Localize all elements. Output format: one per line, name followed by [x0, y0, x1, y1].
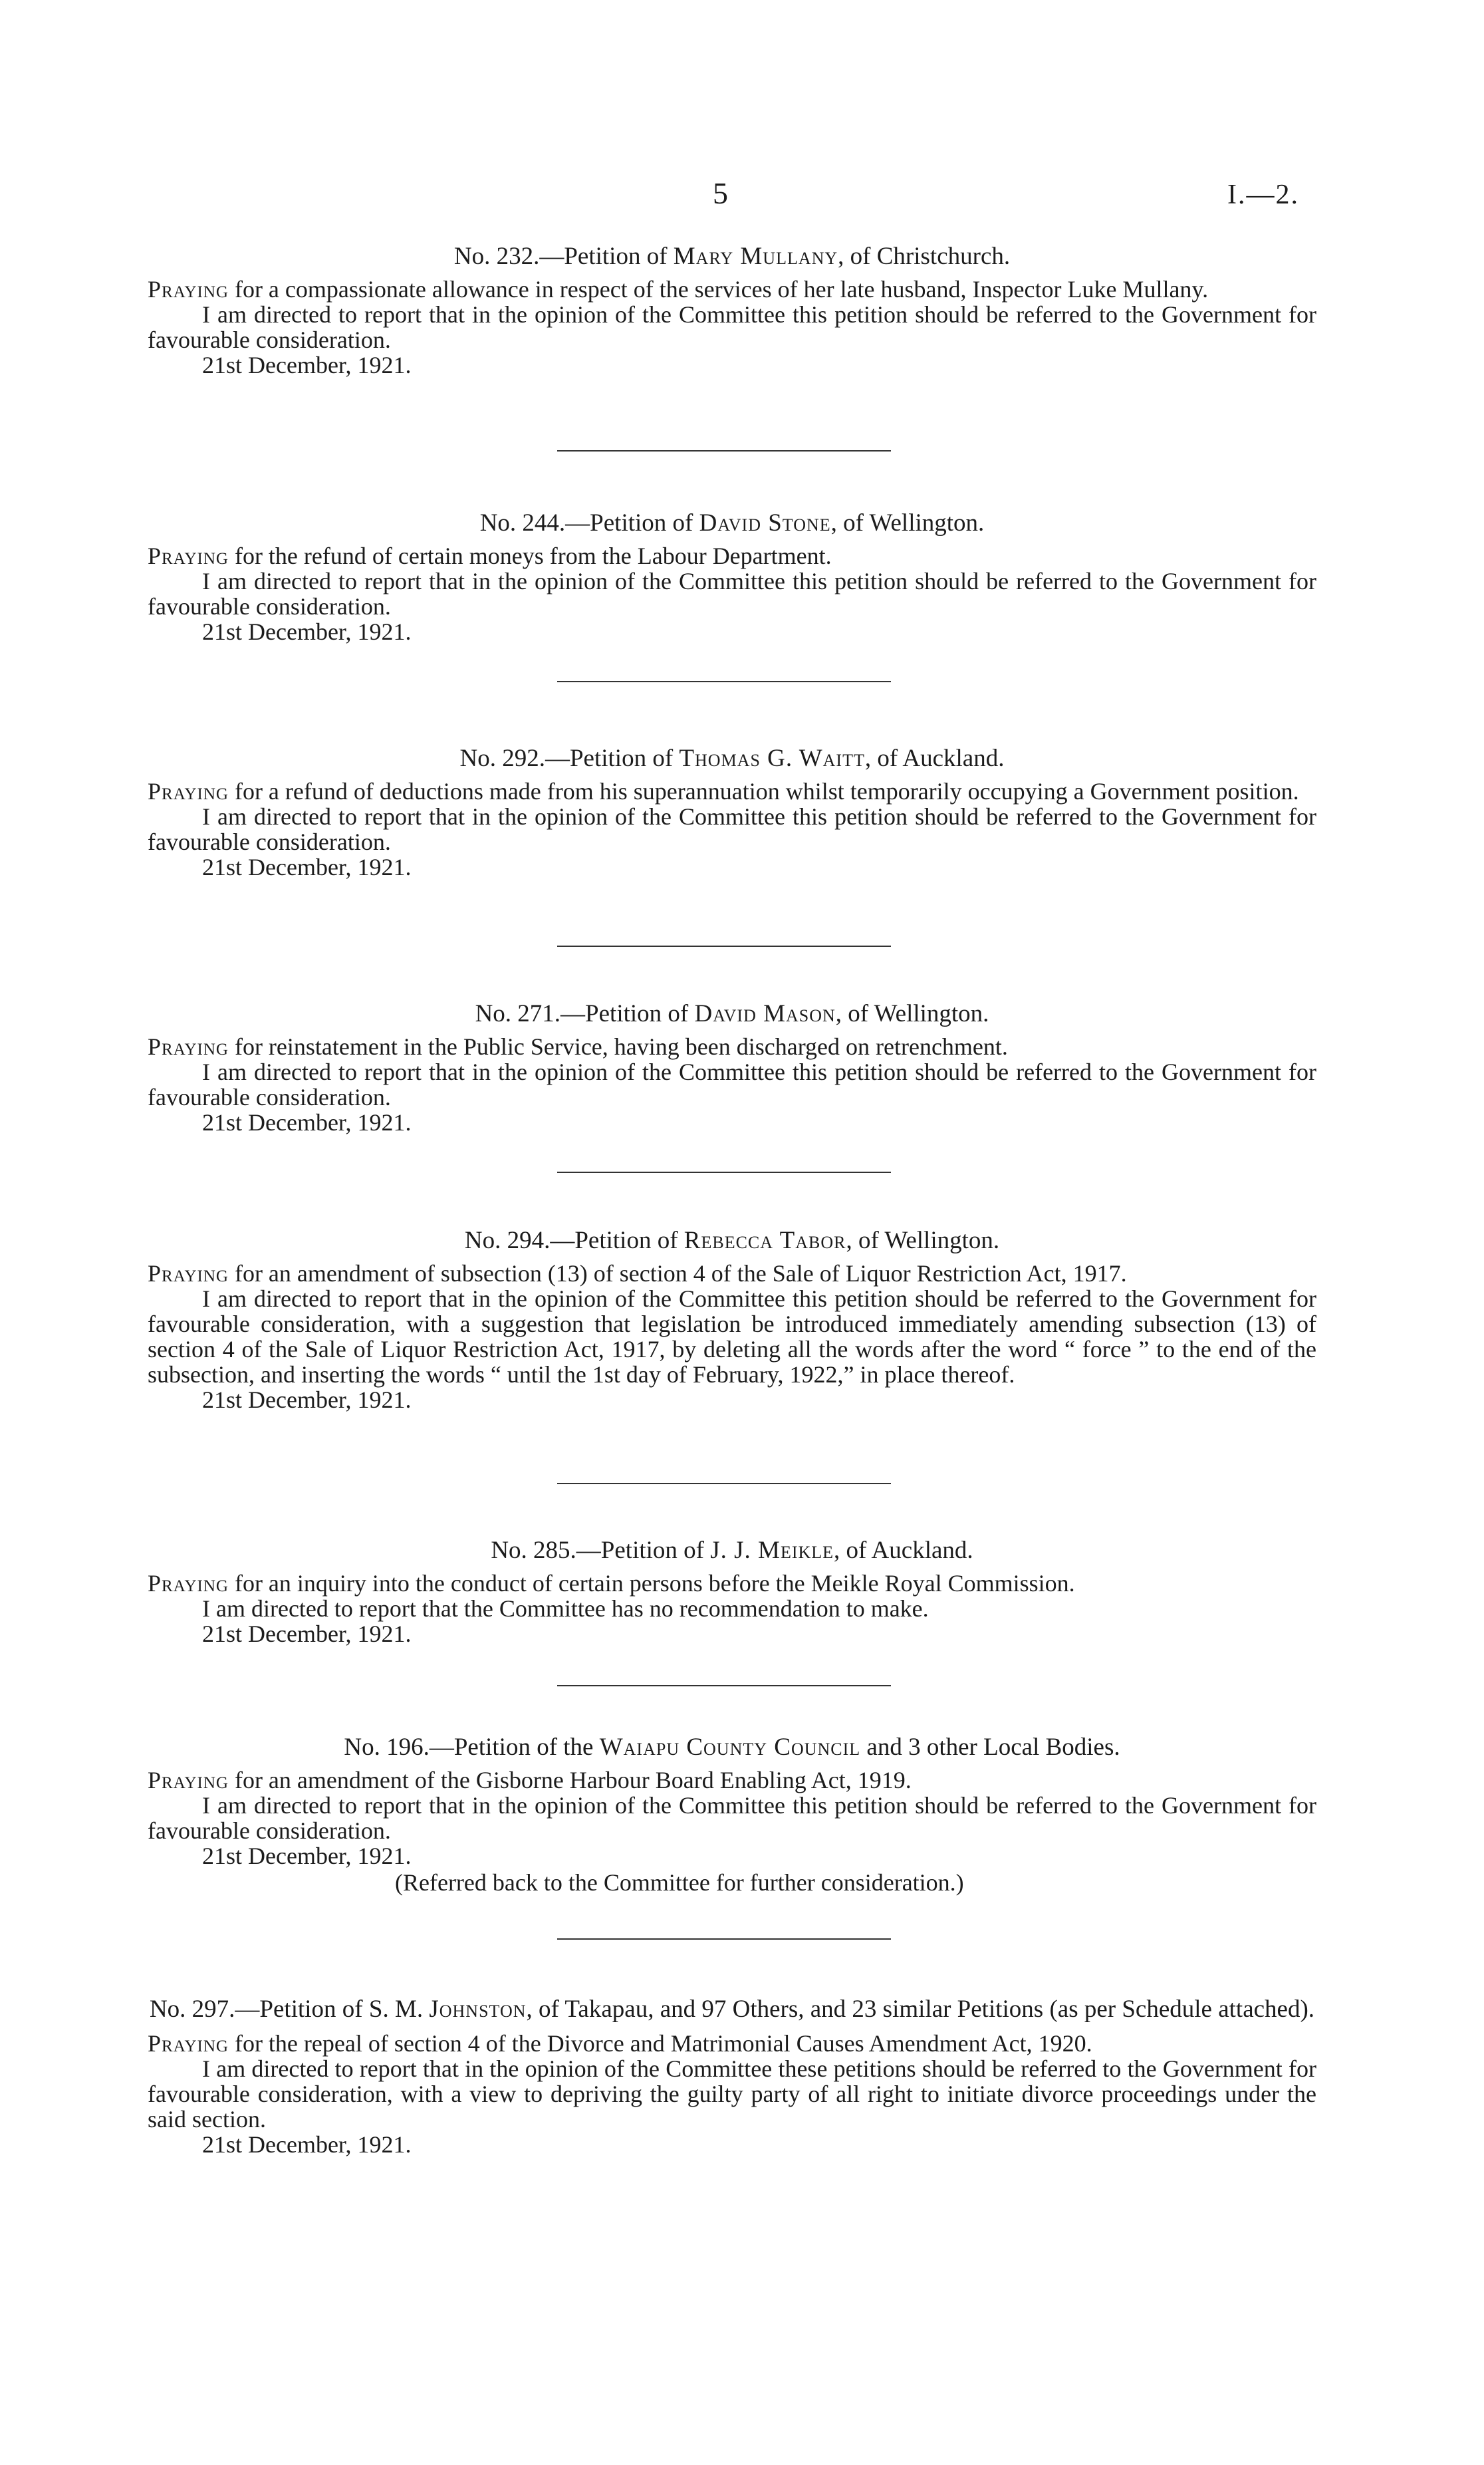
petition-body — [148, 779, 1316, 854]
petition-date: 21st December, 1921. — [202, 352, 412, 378]
petition-heading: No. 232.—Petition of Mary Mullany, of Christchurch. — [453, 243, 1011, 270]
report-text: I am directed to report that in the opinion of the Committee this petition should be referred to the Government for favourable consideration. — [148, 301, 1316, 353]
petitioner-name: Rebecca Tabor — [683, 1227, 846, 1254]
page-reference: I.—2. — [1227, 180, 1299, 210]
prayer-text: Praying for reinstatement in the Public Service, having been discharged on retrenchment. — [148, 1033, 1008, 1060]
section-divider — [557, 1938, 891, 1940]
petition-note: (Referred back to the Committee for further consideration.) — [395, 1869, 964, 1896]
report-text: I am directed to report that in the opinion of the Committee this petition should be referred to the Government for favourable consideration. — [148, 568, 1316, 620]
petition-date: 21st December, 1921. — [202, 1109, 412, 1136]
petition-body — [148, 1034, 1316, 1110]
petition-heading: No. 244.—Petition of David Stone, of Wellington. — [479, 509, 985, 537]
petitioner-name: David Stone — [699, 509, 831, 537]
petition-body — [148, 543, 1316, 619]
prayer-text: Praying for an amendment of subsection (13) of section 4 of the Sale of Liquor Restriction Act, 1917. — [148, 1260, 1127, 1287]
report-text: I am directed to report that in the opinion of the Committee these petitions should be referred to the Government for favourable consideration, with a view to depriving the guilty party of all right to initiate divorce proceedings under the said section. — [148, 2055, 1316, 2133]
petition-body — [148, 277, 1316, 352]
petition-entry — [148, 510, 1316, 644]
petition-entry — [148, 1228, 1316, 1412]
section-divider — [557, 681, 891, 682]
petition-entry — [148, 243, 1316, 378]
petition-date: 21st December, 1921. — [202, 1621, 412, 1647]
petition-body — [148, 1767, 1316, 1843]
petition-entry — [148, 1001, 1316, 1135]
petition-date: 21st December, 1921. — [202, 1386, 412, 1413]
section-divider — [557, 946, 891, 947]
petition-heading: No. 285.—Petition of J. J. Meikle, of Auckland. — [491, 1537, 973, 1564]
petition-body — [148, 2031, 1316, 2132]
report-text: I am directed to report that in the opinion of the Committee this petition should be referred to the Government for favourable consideration. — [148, 803, 1316, 855]
prayer-text: Praying for the refund of certain moneys from the Labour Department. — [148, 543, 832, 569]
petition-entry — [148, 1734, 1316, 1895]
petition-date: 21st December, 1921. — [202, 2131, 412, 2158]
petition-date: 21st December, 1921. — [202, 1843, 412, 1869]
section-divider — [557, 1172, 891, 1173]
section-divider — [557, 1685, 891, 1686]
section-divider — [557, 450, 891, 452]
petition-body — [148, 1571, 1316, 1621]
petition-date: 21st December, 1921. — [202, 618, 412, 645]
prayer-text: Praying for an amendment of the Gisborne Harbour Board Enabling Act, 1919. — [148, 1767, 912, 1793]
prayer-text: Praying for a compassionate allowance in respect of the services of her late husband, Inspector Luke Mullany. — [148, 276, 1209, 303]
report-text: I am directed to report that in the opinion of the Committee this petition should be referred to the Government for favourable consideration. — [148, 1059, 1316, 1110]
report-text: I am directed to report that the Committee has no recommendation to make. — [202, 1595, 929, 1622]
prayer-text: Praying for an inquiry into the conduct of certain persons before the Meikle Royal Commission. — [148, 1570, 1075, 1597]
report-text: I am directed to report that in the opinion of the Committee this petition should be referred to the Government for favourable consideration. — [148, 1792, 1316, 1844]
petitioner-name: Mary Mullany — [673, 243, 838, 270]
prayer-text: Praying for a refund of deductions made from his superannuation whilst temporarily occupying a Government position. — [148, 778, 1299, 805]
petition-heading: No. 297.—Petition of S. M. Johnston, of Takapau, and 97 Others, and 23 similar Petitions (as per Schedule attached). — [149, 1996, 1315, 2023]
petitioner-name: Waiapu County Council — [599, 1734, 861, 1761]
petition-heading: No. 294.—Petition of Rebecca Tabor, of Wellington. — [464, 1227, 1000, 1254]
section-divider — [557, 1483, 891, 1484]
petition-body — [148, 1261, 1316, 1387]
petition-heading: No. 271.—Petition of David Mason, of Wellington. — [475, 1000, 989, 1027]
prayer-text: Praying for the repeal of section 4 of the Divorce and Matrimonial Causes Amendment Act, 1920. — [148, 2030, 1092, 2057]
petition-entry — [148, 1996, 1316, 2157]
petitioner-name: David Mason — [694, 1000, 836, 1027]
petitioner-name: Johnston — [429, 1996, 527, 2023]
petitioner-name: J. J. Meikle — [710, 1537, 834, 1564]
petition-entry — [148, 1537, 1316, 1646]
petition-entry — [148, 745, 1316, 880]
petition-date: 21st December, 1921. — [202, 854, 412, 880]
petitioner-name: Thomas G. Waitt — [679, 745, 865, 772]
report-text: I am directed to report that in the opinion of the Committee this petition should be referred to the Government for favourable consideration, with a suggestion that legislation be introduced immediately amending subsection (13) of section 4 of the Sale of Liquor Restriction Act, 1917, by deleting all the words after the word “ force ” to the end of the subsection, and inserting the words “ until the 1st day of February, 1922,” in place thereof. — [148, 1285, 1316, 1388]
petition-heading: No. 292.—Petition of Thomas G. Waitt, of Auckland. — [459, 745, 1005, 772]
page-number: 5 — [713, 176, 728, 210]
petition-heading: No. 196.—Petition of the Waiapu County Council and 3 other Local Bodies. — [344, 1734, 1120, 1761]
